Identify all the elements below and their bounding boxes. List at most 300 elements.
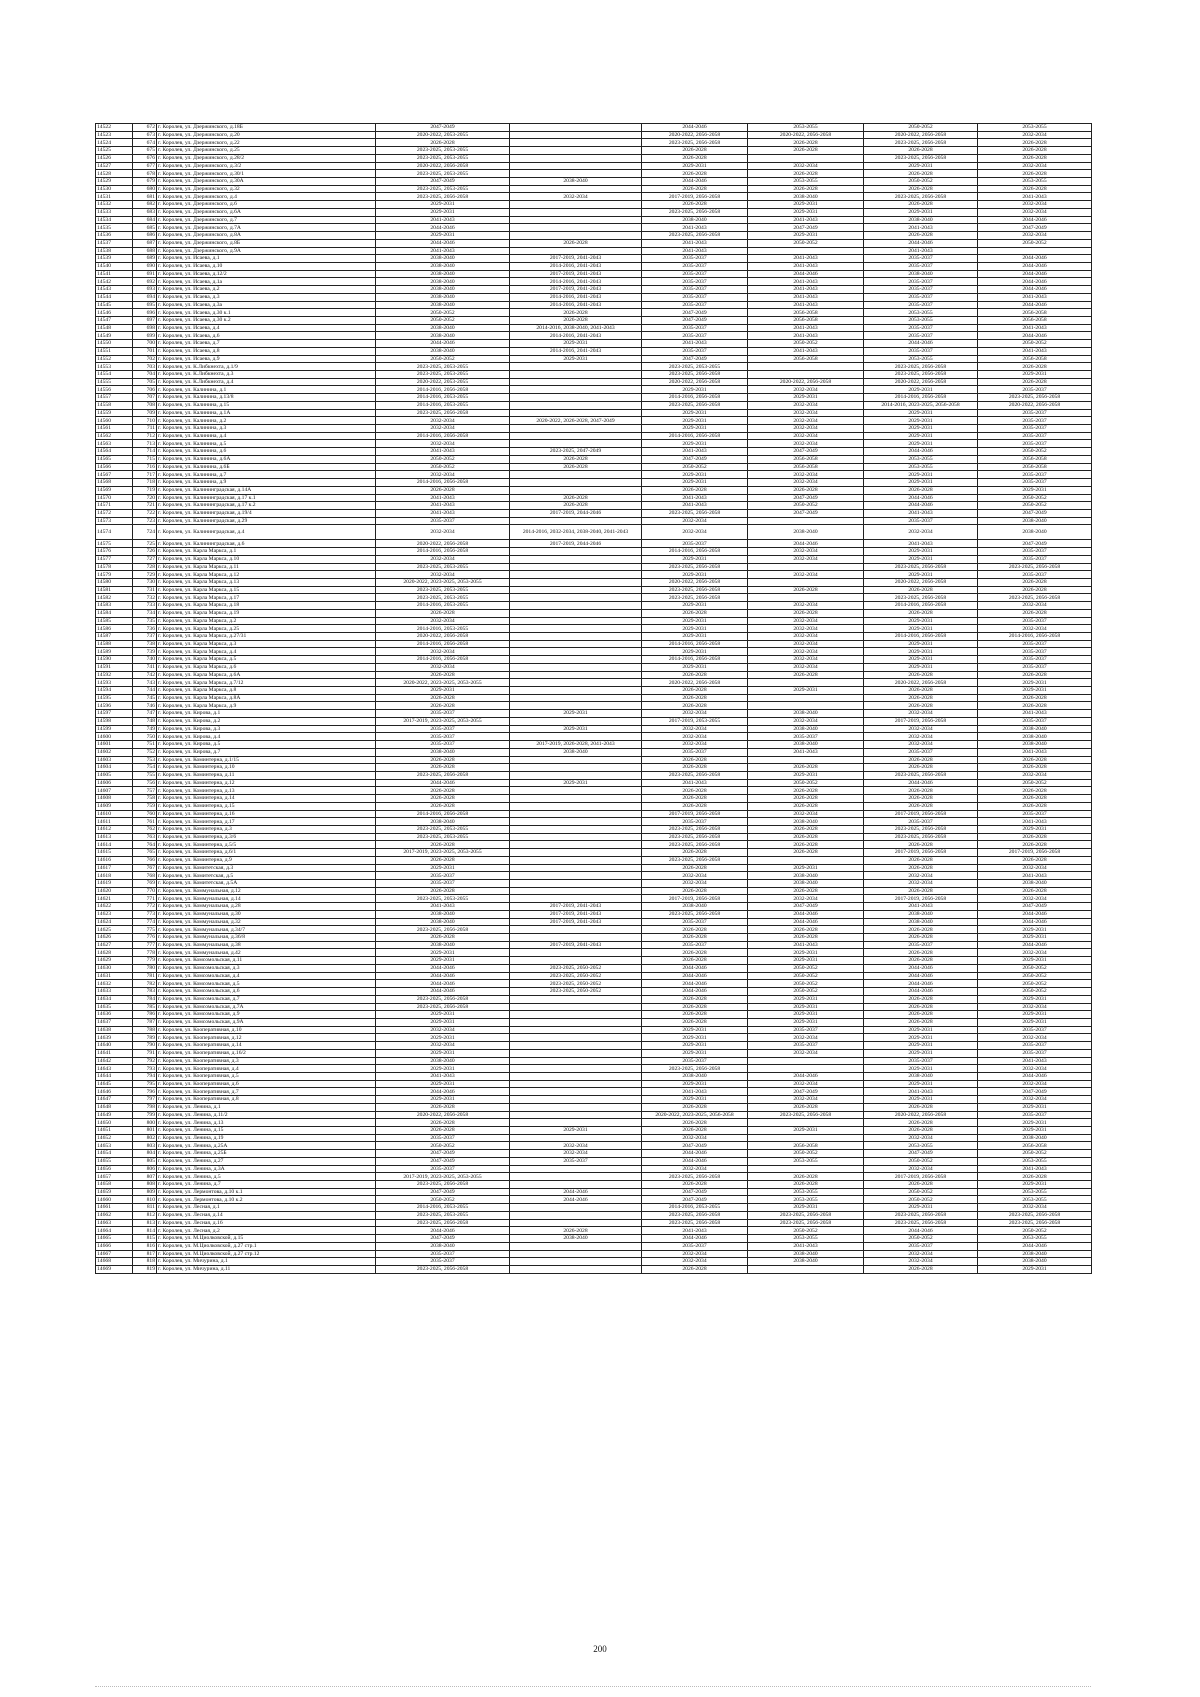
table-cell-address: г. Королев, ул. Калинина, д.6А (157, 455, 376, 463)
table-cell-p3: 2017-2019, 2056-2058 (642, 810, 748, 818)
table-cell-num: 717 (133, 471, 157, 479)
table-cell-p4: 2056-2058 (748, 455, 864, 463)
table-cell-p6: 2035-2037 (978, 571, 1092, 579)
table-cell-address: г. Королев, ул. Калининградская, д.17 к.2 (157, 502, 376, 510)
table-cell-p5: 2029-2031 (864, 617, 978, 625)
table-cell-p3: 2023-2025, 2056-2058 (642, 232, 748, 240)
table-cell-p2 (510, 571, 642, 579)
table-cell-num: 695 (133, 301, 157, 309)
table-cell-p5: 2017-2019, 2056-2058 (864, 810, 978, 818)
table-cell-p5: 2020-2022, 2056-2058 (864, 1111, 978, 1119)
table-cell-num: 812 (133, 1211, 157, 1219)
table-cell-p3: 2035-2037 (642, 293, 748, 301)
table-cell-address: г. Королев, ул. Коммунальная, д.36/8 (157, 934, 376, 942)
table-cell-p4: 2026-2028 (748, 170, 864, 178)
table-cell-p2: 2017-2019, 2026-2028, 2041-2043 (510, 741, 642, 749)
table-cell-p6: 2035-2037 (978, 617, 1092, 625)
table-cell-p6: 2029-2031 (978, 995, 1092, 1003)
table-cell-p4 (748, 517, 864, 525)
table-cell-p4: 2050-2052 (748, 980, 864, 988)
table-cell-p3: 2029-2031 (642, 409, 748, 417)
table-cell-address: г. Королев, ул. Калининградская, д.4 (157, 525, 376, 540)
table-cell-p1: 2023-2025, 2053-2055 (376, 371, 510, 379)
table-cell-address: г. Королев, ул. Мичурина, д.11 (157, 1265, 376, 1273)
table-cell-p5: 2026-2028 (864, 185, 978, 193)
table-cell-num: 798 (133, 1103, 157, 1111)
table-cell-id: 14585 (96, 617, 133, 625)
table-cell-p2 (510, 771, 642, 779)
table-cell-p4 (748, 1165, 864, 1173)
table-cell-p4: 2041-2043 (748, 255, 864, 263)
table-cell-p6: 2035-2037 (978, 1111, 1092, 1119)
table-cell-p4: 2050-2052 (748, 1227, 864, 1235)
table-cell-p4: 2023-2025, 2056-2058 (748, 1111, 864, 1119)
table-cell-p5: 2032-2034 (864, 733, 978, 741)
table-row (96, 694, 1092, 702)
table-cell-id: 14534 (96, 216, 133, 224)
table-cell-id: 14616 (96, 856, 133, 864)
table-row (96, 717, 1092, 725)
table-row (96, 972, 1092, 980)
table-cell-p3: 2026-2028 (642, 486, 748, 494)
table-cell-id: 14536 (96, 232, 133, 240)
table-cell-p5: 2044-2046 (864, 1227, 978, 1235)
table-cell-id: 14539 (96, 255, 133, 263)
table-cell-p5: 2032-2034 (864, 710, 978, 718)
table-row (96, 741, 1092, 749)
table-cell-address: г. Королев, ул. Кирова, д.5 (157, 741, 376, 749)
table-cell-p6: 2026-2028 (978, 578, 1092, 586)
table-cell-p3: 2020-2022, 2056-2058 (642, 378, 748, 386)
table-cell-p1: 2014-2016, 2056-2058 (376, 386, 510, 394)
table-cell-p1: 2026-2028 (376, 1127, 510, 1135)
table-cell-p3: 2041-2043 (642, 779, 748, 787)
table-cell-p3: 2035-2037 (642, 301, 748, 309)
table-cell-p2: 2029-2031 (510, 779, 642, 787)
table-cell-p5: 2032-2034 (864, 1165, 978, 1173)
table-cell-id: 14623 (96, 910, 133, 918)
table-cell-num: 757 (133, 787, 157, 795)
table-cell-p4: 2053-2055 (748, 1196, 864, 1204)
table-cell-address: г. Королев, ул. Кооперативная, д.5 (157, 1072, 376, 1080)
table-cell-p4: 2047-2049 (748, 448, 864, 456)
table-cell-p6: 2056-2058 (978, 455, 1092, 463)
table-cell-address: г. Королев, ул. Комсомольская, д.6 (157, 988, 376, 996)
table-cell-p3: 2041-2043 (642, 1227, 748, 1235)
table-cell-p5: 2023-2025, 2056-2058 (864, 139, 978, 147)
table-cell-p4: 2038-2040 (748, 710, 864, 718)
table-row (96, 609, 1092, 617)
table-cell-num: 703 (133, 363, 157, 371)
table-cell-num: 679 (133, 178, 157, 186)
table-cell-p5: 2035-2037 (864, 818, 978, 826)
table-cell-p4: 2026-2028 (748, 833, 864, 841)
table-row (96, 1173, 1092, 1181)
table-cell-id: 14622 (96, 903, 133, 911)
table-cell-p3: 2026-2028 (642, 887, 748, 895)
table-cell-address: г. Королев, ул. Карла Маркса, д.10 (157, 555, 376, 563)
table-cell-p2: 2032-2034 (510, 1142, 642, 1150)
table-cell-num: 802 (133, 1134, 157, 1142)
table-cell-id: 14601 (96, 741, 133, 749)
table-cell-num: 763 (133, 833, 157, 841)
table-cell-p6: 2035-2037 (978, 640, 1092, 648)
table-cell-num: 771 (133, 895, 157, 903)
table-cell-address: г. Королев, ул. Коммунальная, д.32 (157, 918, 376, 926)
table-cell-p2 (510, 617, 642, 625)
table-cell-p5: 2029-2031 (864, 432, 978, 440)
table-cell-p2: 2029-2031 (510, 340, 642, 348)
table-cell-p1: 2050-2052 (376, 316, 510, 324)
table-row (96, 1119, 1092, 1127)
table-cell-p2 (510, 949, 642, 957)
table-cell-id: 14603 (96, 756, 133, 764)
table-cell-p6: 2044-2046 (978, 262, 1092, 270)
table-cell-p5: 2032-2034 (864, 725, 978, 733)
table-row (96, 756, 1092, 764)
table-cell-p2 (510, 733, 642, 741)
table-cell-p2 (510, 1119, 642, 1127)
table-cell-address: г. Королев, ул. Ленина, д.25Б (157, 1150, 376, 1158)
table-row (96, 733, 1092, 741)
table-cell-num: 783 (133, 988, 157, 996)
table-cell-p2 (510, 386, 642, 394)
table-cell-address: г. Королев, ул. Калининградская, д.17 к.1 (157, 494, 376, 502)
table-cell-num: 769 (133, 880, 157, 888)
table-cell-num: 694 (133, 293, 157, 301)
table-cell-p5: 2026-2028 (864, 1103, 978, 1111)
table-row (96, 216, 1092, 224)
table-cell-p3: 2023-2025, 2056-2058 (642, 841, 748, 849)
table-cell-p6: 2035-2037 (978, 1042, 1092, 1050)
table-cell-address: г. Королев, ул. Калининградская, д.29 (157, 517, 376, 525)
table-cell-p3: 2029-2031 (642, 617, 748, 625)
table-cell-p5: 2023-2025, 2056-2058 (864, 154, 978, 162)
table-cell-id: 14650 (96, 1119, 133, 1127)
table-row (96, 671, 1092, 679)
table-cell-p2 (510, 479, 642, 487)
table-cell-p5: 2029-2031 (864, 571, 978, 579)
table-cell-p3: 2017-2019, 2056-2058 (642, 895, 748, 903)
table-cell-id: 14547 (96, 316, 133, 324)
table-cell-address: г. Королев, ул. Калинина, д.6 (157, 448, 376, 456)
table-cell-p2 (510, 409, 642, 417)
table-cell-id: 14533 (96, 208, 133, 216)
table-cell-p4 (748, 694, 864, 702)
table-cell-num: 715 (133, 455, 157, 463)
table-cell-p4: 2050-2052 (748, 1150, 864, 1158)
table-cell-id: 14629 (96, 957, 133, 965)
table-cell-address: г. Королев, ул. Калинина, д.5 (157, 440, 376, 448)
table-cell-p1: 2014-2016, 2053-2055 (376, 1204, 510, 1212)
table-cell-num: 794 (133, 1072, 157, 1080)
table-cell-p4: 2038-2040 (748, 525, 864, 540)
table-row (96, 471, 1092, 479)
table-cell-p5: 2026-2028 (864, 687, 978, 695)
table-cell-num: 754 (133, 764, 157, 772)
table-cell-id: 14529 (96, 178, 133, 186)
table-cell-address: г. Королев, ул. Исаева, д.12/2 (157, 270, 376, 278)
table-cell-p4: 2029-2031 (748, 995, 864, 1003)
table-cell-p3: 2026-2028 (642, 802, 748, 810)
table-cell-p2 (510, 1219, 642, 1227)
table-cell-p2 (510, 602, 642, 610)
table-cell-p1: 2023-2025, 2053-2055 (376, 833, 510, 841)
table-cell-id: 14605 (96, 771, 133, 779)
table-cell-p2 (510, 1072, 642, 1080)
table-cell-num: 761 (133, 818, 157, 826)
table-cell-num: 693 (133, 286, 157, 294)
table-cell-p5: 2032-2034 (864, 872, 978, 880)
table-row (96, 1088, 1092, 1096)
table-cell-p6: 2050-2052 (978, 239, 1092, 247)
table-cell-num: 799 (133, 1111, 157, 1119)
table-row (96, 725, 1092, 733)
table-cell-p2 (510, 201, 642, 209)
table-cell-p3: 2029-2031 (642, 555, 748, 563)
table-row (96, 586, 1092, 594)
table-cell-p3: 2026-2028 (642, 147, 748, 155)
table-cell-id: 14631 (96, 972, 133, 980)
table-cell-address: г. Королев, ул. Кооперативная, д.4 (157, 1065, 376, 1073)
table-cell-address: г. Королев, ул. Калинина, д.1 (157, 386, 376, 394)
table-row (96, 1072, 1092, 1080)
table-cell-p2 (510, 548, 642, 556)
table-cell-p5: 2026-2028 (864, 1018, 978, 1026)
table-cell-num: 743 (133, 679, 157, 687)
table-cell-p4 (748, 856, 864, 864)
table-cell-p4 (748, 679, 864, 687)
table-cell-p1: 2035-2037 (376, 1258, 510, 1266)
table-cell-p6: 2035-2037 (978, 432, 1092, 440)
table-cell-p6: 2050-2052 (978, 779, 1092, 787)
table-cell-p1: 2047-2049 (376, 1235, 510, 1243)
table-cell-p3: 2014-2016, 2056-2058 (642, 548, 748, 556)
table-cell-num: 756 (133, 779, 157, 787)
table-cell-p5: 2035-2037 (864, 1242, 978, 1250)
table-cell-address: г. Королев, ул. Калинина, д.13/8 (157, 394, 376, 402)
table-cell-num: 705 (133, 378, 157, 386)
table-cell-address: г. Королев, ул. Коминтерна, д.9 (157, 856, 376, 864)
table-cell-p1: 2044-2046 (376, 988, 510, 996)
table-cell-p1: 2023-2025, 2053-2055 (376, 895, 510, 903)
table-cell-p6: 2041-2043 (978, 324, 1092, 332)
table-cell-address: г. Королев, ул. Лермонтова, д.10 к.1 (157, 1188, 376, 1196)
table-cell-p2: 2014-2016, 2032-2034, 2038-2040, 2041-2043 (510, 525, 642, 540)
table-cell-address: г. Королев, ул. Ленина, д.19 (157, 1134, 376, 1142)
table-cell-p6: 2038-2040 (978, 525, 1092, 540)
table-row (96, 170, 1092, 178)
table-cell-p5: 2029-2031 (864, 1049, 978, 1057)
table-row (96, 810, 1092, 818)
table-cell-p6: 2029-2031 (978, 1265, 1092, 1273)
table-cell-id: 14653 (96, 1142, 133, 1150)
table-cell-address: г. Королев, ул. Коммунальная, д.14 (157, 895, 376, 903)
table-row (96, 278, 1092, 286)
table-cell-p4: 2041-2043 (748, 324, 864, 332)
table-cell-num: 758 (133, 795, 157, 803)
table-cell-id: 14577 (96, 555, 133, 563)
table-cell-p6: 2014-2016, 2056-2058 (978, 633, 1092, 641)
table-cell-num: 770 (133, 887, 157, 895)
table-cell-p2: 2017-2019, 2044-2046 (510, 509, 642, 517)
table-cell-p3: 2035-2037 (642, 918, 748, 926)
table-cell-p4: 2041-2043 (748, 278, 864, 286)
table-cell-p3: 2032-2034 (642, 733, 748, 741)
table-cell-p3: 2029-2031 (642, 1096, 748, 1104)
table-cell-p5: 2032-2034 (864, 1258, 978, 1266)
table-row (96, 286, 1092, 294)
table-cell-p2 (510, 440, 642, 448)
table-cell-address: г. Королев, ул. Кооперативная, д.10 (157, 1026, 376, 1034)
table-cell-num: 767 (133, 864, 157, 872)
table-cell-p2: 2017-2019, 2041-2043 (510, 286, 642, 294)
table-cell-p6: 2029-2031 (978, 371, 1092, 379)
table-cell-p2: 2017-2019, 2041-2043 (510, 270, 642, 278)
table-cell-p6: 2041-2043 (978, 872, 1092, 880)
table-cell-id: 14609 (96, 802, 133, 810)
table-cell-address: г. Королев, ул. Коминтерна, д.10 (157, 764, 376, 772)
table-cell-p6: 2053-2055 (978, 178, 1092, 186)
table-cell-p6: 2035-2037 (978, 479, 1092, 487)
table-cell-p5: 2023-2025, 2056-2058 (864, 825, 978, 833)
table-cell-address: г. Королев, ул. Карла Маркса, д.19 (157, 609, 376, 617)
table-cell-p2 (510, 578, 642, 586)
table-cell-p4: 2029-2031 (748, 1127, 864, 1135)
table-cell-address: г. Королев, ул. Коммунальная, д.34/7 (157, 926, 376, 934)
table-cell-p1: 2044-2046 (376, 1088, 510, 1096)
table-cell-p6: 2044-2046 (978, 918, 1092, 926)
table-row (96, 394, 1092, 402)
table-cell-p2 (510, 1211, 642, 1219)
table-cell-num: 730 (133, 578, 157, 586)
table-cell-p4: 2041-2043 (748, 293, 864, 301)
table-cell-p2 (510, 170, 642, 178)
table-cell-p5: 2026-2028 (864, 795, 978, 803)
table-cell-p3: 2026-2028 (642, 694, 748, 702)
table-cell-p4: 2026-2028 (748, 764, 864, 772)
table-cell-p2 (510, 609, 642, 617)
table-cell-p4: 2032-2034 (748, 1034, 864, 1042)
table-row (96, 1049, 1092, 1057)
table-row (96, 270, 1092, 278)
table-cell-p1: 2014-2016, 2056-2058 (376, 479, 510, 487)
table-cell-p6: 2032-2034 (978, 864, 1092, 872)
table-row (96, 1219, 1092, 1227)
table-cell-p6: 2032-2034 (978, 602, 1092, 610)
table-cell-p1: 2038-2040 (376, 301, 510, 309)
table-cell-p4: 2026-2028 (748, 139, 864, 147)
table-cell-address: г. Королев, ул. Коминтерна, д.17 (157, 818, 376, 826)
table-cell-address: г. Королев, ул. Дзержинского, д.4 (157, 193, 376, 201)
table-cell-p6: 2029-2031 (978, 687, 1092, 695)
table-cell-id: 14583 (96, 602, 133, 610)
table-cell-p3: 2026-2028 (642, 795, 748, 803)
table-cell-p5: 2038-2040 (864, 910, 978, 918)
table-cell-p1: 2032-2034 (376, 471, 510, 479)
table-cell-p2 (510, 818, 642, 826)
table-cell-p5: 2020-2022, 2056-2058 (864, 679, 978, 687)
table-cell-p4: 2029-2031 (748, 1204, 864, 1212)
table-cell-p3: 2035-2037 (642, 941, 748, 949)
table-row (96, 401, 1092, 409)
table-cell-id: 14664 (96, 1227, 133, 1235)
table-cell-p2: 2017-2019, 2041-2043 (510, 255, 642, 263)
table-row (96, 502, 1092, 510)
table-cell-address: г. Королев, ул. Исаева, д.1 (157, 255, 376, 263)
table-cell-address: г. Королев, ул. Дзержинского, д.8Б (157, 239, 376, 247)
table-cell-num: 768 (133, 872, 157, 880)
table-cell-p4: 2026-2028 (748, 1173, 864, 1181)
table-cell-id: 14637 (96, 1018, 133, 1026)
table-row (96, 1103, 1092, 1111)
table-cell-p5: 2026-2028 (864, 756, 978, 764)
table-cell-num: 759 (133, 802, 157, 810)
table-cell-num: 815 (133, 1235, 157, 1243)
table-cell-address: г. Королев, ул. Коммунальная, д.12 (157, 887, 376, 895)
table-cell-p5: 2050-2052 (864, 124, 978, 132)
table-cell-p5: 2029-2031 (864, 1204, 978, 1212)
table-row (96, 995, 1092, 1003)
table-cell-p1: 2029-2031 (376, 1065, 510, 1073)
table-cell-p5: 2029-2031 (864, 1034, 978, 1042)
table-cell-p4 (748, 563, 864, 571)
table-cell-p5: 2044-2046 (864, 502, 978, 510)
table-cell-id: 14626 (96, 934, 133, 942)
table-row (96, 594, 1092, 602)
table-cell-id: 14554 (96, 371, 133, 379)
table-cell-num: 686 (133, 232, 157, 240)
table-cell-p2 (510, 1250, 642, 1258)
table-cell-p3: 2023-2025, 2056-2058 (642, 401, 748, 409)
table-cell-p3: 2035-2037 (642, 332, 748, 340)
table-cell-p2 (510, 486, 642, 494)
table-cell-id: 14541 (96, 270, 133, 278)
table-cell-p4: 2032-2034 (748, 663, 864, 671)
table-cell-p5: 2020-2022, 2056-2058 (864, 578, 978, 586)
table-cell-p1: 2029-2031 (376, 949, 510, 957)
table-cell-id: 14586 (96, 625, 133, 633)
table-cell-p2 (510, 378, 642, 386)
table-cell-address: г. Королев, ул. Дзержинского, д.30/1 (157, 170, 376, 178)
table-cell-p5: 2050-2052 (864, 1235, 978, 1243)
table-cell-p1: 2032-2034 (376, 1042, 510, 1050)
table-cell-p3: 2038-2040 (642, 1072, 748, 1080)
table-cell-p4: 2026-2028 (748, 1181, 864, 1189)
table-cell-p4: 2035-2037 (748, 733, 864, 741)
table-cell-p3: 2026-2028 (642, 849, 748, 857)
table-cell-id: 14526 (96, 154, 133, 162)
table-row (96, 748, 1092, 756)
table-row (96, 710, 1092, 718)
table-cell-p6: 2044-2046 (978, 278, 1092, 286)
table-cell-p3: 2026-2028 (642, 926, 748, 934)
table-cell-p4: 2026-2028 (748, 934, 864, 942)
table-cell-p4: 2026-2028 (748, 147, 864, 155)
table-cell-p5: 2035-2037 (864, 748, 978, 756)
table-cell-id: 14522 (96, 124, 133, 132)
table-cell-id: 14543 (96, 286, 133, 294)
table-cell-id: 14530 (96, 185, 133, 193)
table-cell-p2: 2038-2040 (510, 178, 642, 186)
table-cell-p6: 2035-2037 (978, 425, 1092, 433)
table-row (96, 1157, 1092, 1165)
table-cell-p4: 2029-2031 (748, 201, 864, 209)
table-cell-p1: 2038-2040 (376, 1057, 510, 1065)
table-cell-p4: 2047-2049 (748, 1088, 864, 1096)
table-cell-p5: 2029-2031 (864, 425, 978, 433)
table-row (96, 872, 1092, 880)
